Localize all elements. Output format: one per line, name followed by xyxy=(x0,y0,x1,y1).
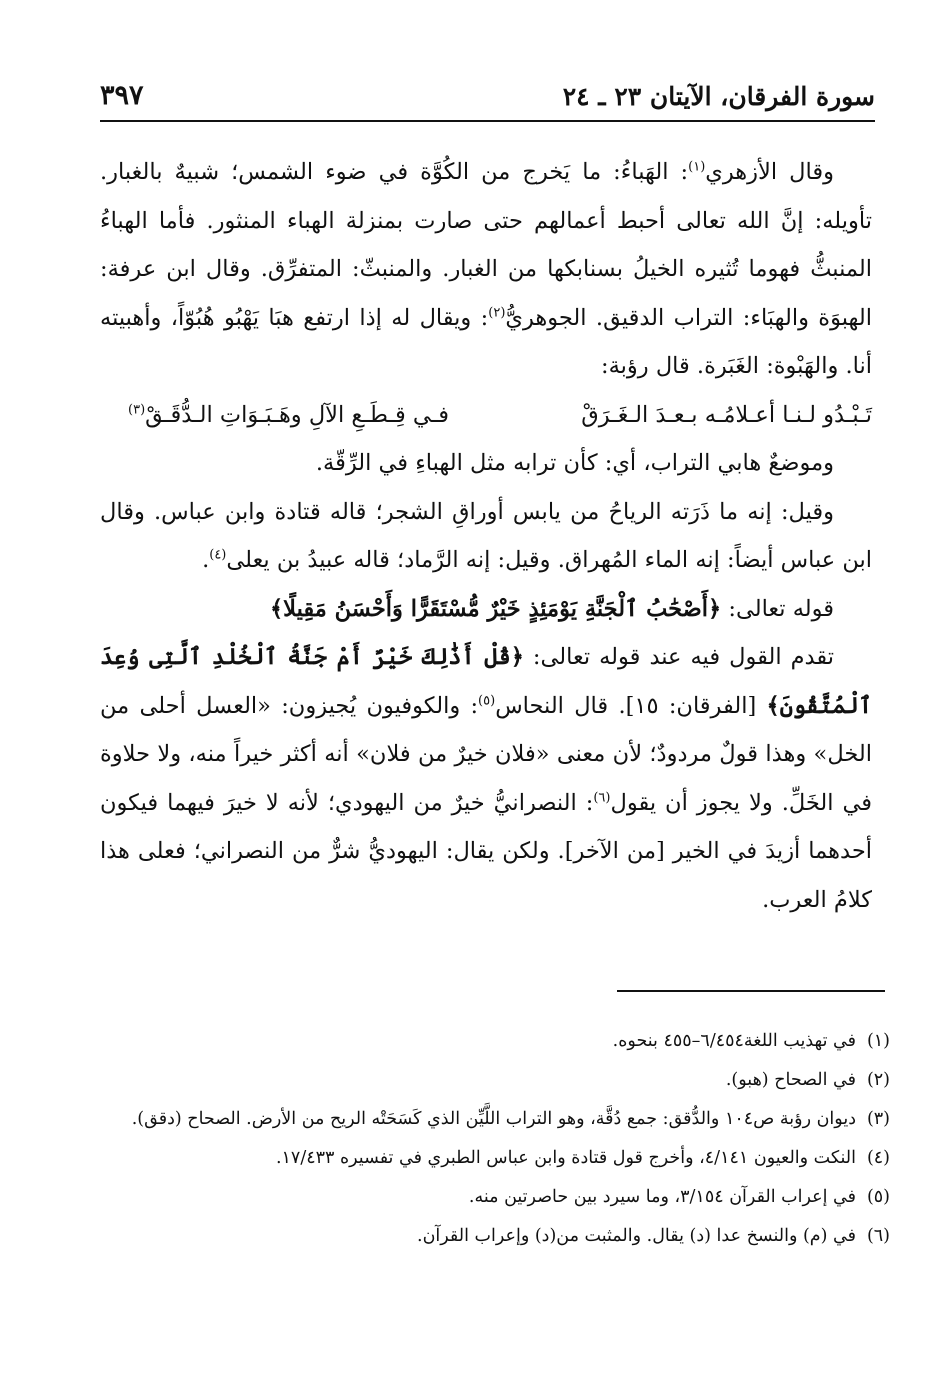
running-title: سورة الفرقان، الآيتان ٢٣ ـ ٢٤ xyxy=(562,82,875,111)
verse-first-hemistich: تَـبْـدُو لـنـا أعـلامُـه بـعـدَ الـغَـرَقْ xyxy=(581,401,872,428)
quran-quote: ﴿أَصْحَٰبُ ٱلْجَنَّةِ يَوْمَئِذٍ خَيْرٌ مُّسْتَقَرًّا وَأَحْسَنُ مَقِيلًا﴾ xyxy=(269,595,722,622)
footnote-2: (٢)في الصحاح (هبو). xyxy=(725,1070,890,1090)
footnote-5: (٥)في إعراب القرآن ٣/١٥٤، وما سيرد بين حاصرتين منه. xyxy=(468,1187,890,1207)
footnote-ref[interactable]: (٣) xyxy=(128,402,146,417)
verse-second-hemistich: فـي قِـطَـعِ الآلِ وهَـبَـوَاتِ الـدُّقَـقْ$^{(٣)}$ xyxy=(128,401,450,428)
footnote-ref[interactable]: (٢) xyxy=(488,305,506,320)
paragraph-verse-heading: قوله تعالى: ﴿أَصْحَٰبُ ٱلْجَنَّةِ يَوْمَئِذٍ خَيْرٌ مُّسْتَقَرًّا وَأَحْسَنُ مَقِيلًا﴾ xyxy=(269,595,834,622)
paragraph-commentary: تقدم القول فيه عند قوله تعالى: ﴿قُلْ أَذَٰلِكَ خَيْرٌ أَمْ جَنَّةُ ٱلْخُلْدِ ٱلَّتِى وُعِدَ ٱلْمُتَّقُونَ﴾ [الفرقان: ١٥]. قال النحاس$^{(٥)}$: والكوفيون يُجيزون: «العسل أحلى من الخل» وهذا قولٌ مردودٌ؛ لأن معنى «فلان خيرٌ من فلان» أنه أكثر خيراً منه، ولا حلاوة في الخَلِّ. ولا يجوز أن يقول$^{(٦)}$: النصرانيُّ خيرٌ من اليهودي؛ لأنه لا خيرَ فيهما فيكون أحدهما أزيدَ في الخير [من الآخر]. ولكن يقال: اليهوديُّ شرٌّ من النصراني؛ فعلى هذا كلامُ العرب. xyxy=(100,644,872,913)
footnote-4: (٤)النكت والعيون ٤/١٤١، وأخرج قول قتادة وابن عباس الطبري في تفسيره ١٧/٤٣٣. xyxy=(275,1148,890,1168)
page-header xyxy=(100,78,875,122)
footnote-ref[interactable]: (٤) xyxy=(209,547,227,563)
paragraph-qila: وقيل: إنه ما ذَرَته الرياحُ من يابس أوراقِ الشجر؛ قاله قتادة وابن عباس. وقال ابن عباس أيضاً: إنه الماء المُهراق. وقيل: إنه الرَّماد؛ قاله عبيدُ بن يعلى$^{(٤)}$. xyxy=(100,498,872,573)
footnote-1: (١)في تهذيب اللغة٦/٤٥٤–٤٥٥ بنحوه. xyxy=(612,1031,890,1051)
paragraph-azhari: وقال الأزهري$^{(١)}$: الهَباءُ: ما يَخرج من الكُوَّة في ضوء الشمس؛ شبيهٌ بالغبار. تأويله: إنَّ الله تعالى أحبط أعمالهم حتى صارت بمنزلة الهباء المنثور. فأما الهباءُ المنبثُّ فهوما تُثيره الخيلُ بسنابكها من الغبار. والمنبثّ: المتفرِّق. وقال ابن عرفة: الهبوَة والهبَاء: التراب الدقيق. الجوهريُّ$^{(٢)}$: ويقال له إذا ارتفع هبَا يَهْبُو هُبُوّاً، وأهبيته أنا. والهَبْوة: الغَبَرة. قال رؤبة: xyxy=(100,159,872,379)
footnotes xyxy=(100,1028,890,1262)
footnote-ref[interactable]: (١) xyxy=(688,159,706,175)
footnote-3: (٣)ديوان رؤبة ص١٠٤ والدُّقق: جمع دُقَّة، وهو التراب اللَّيِّن الذي كَسَحَتْه الريح من الأرض. الصحاح (دقق). xyxy=(131,1109,890,1129)
footnote-divider xyxy=(617,990,885,992)
poetry-verse xyxy=(100,391,872,440)
page-number: ٣٩٧ xyxy=(100,80,144,111)
footnote-ref[interactable]: (٥) xyxy=(478,693,496,708)
quran-quote: ﴿قُلْ أَذَٰلِكَ خَيْرٌ أَمْ جَنَّةُ ٱلْخُلْدِ ٱلَّتِى وُعِدَ ٱلْمُتَّقُونَ﴾ xyxy=(100,644,872,719)
footnote-ref[interactable]: (٦) xyxy=(593,790,611,805)
main-text xyxy=(100,148,872,924)
paragraph-mawdi: وموضعٌ هابي التراب، أي: كأن ترابه مثل الهباءِ في الرِّقّة. xyxy=(315,450,834,476)
footnote-6: (٦)في (م) والنسخ عدا (د) يقال. والمثبت من(د) وإعراب القرآن. xyxy=(417,1226,890,1246)
